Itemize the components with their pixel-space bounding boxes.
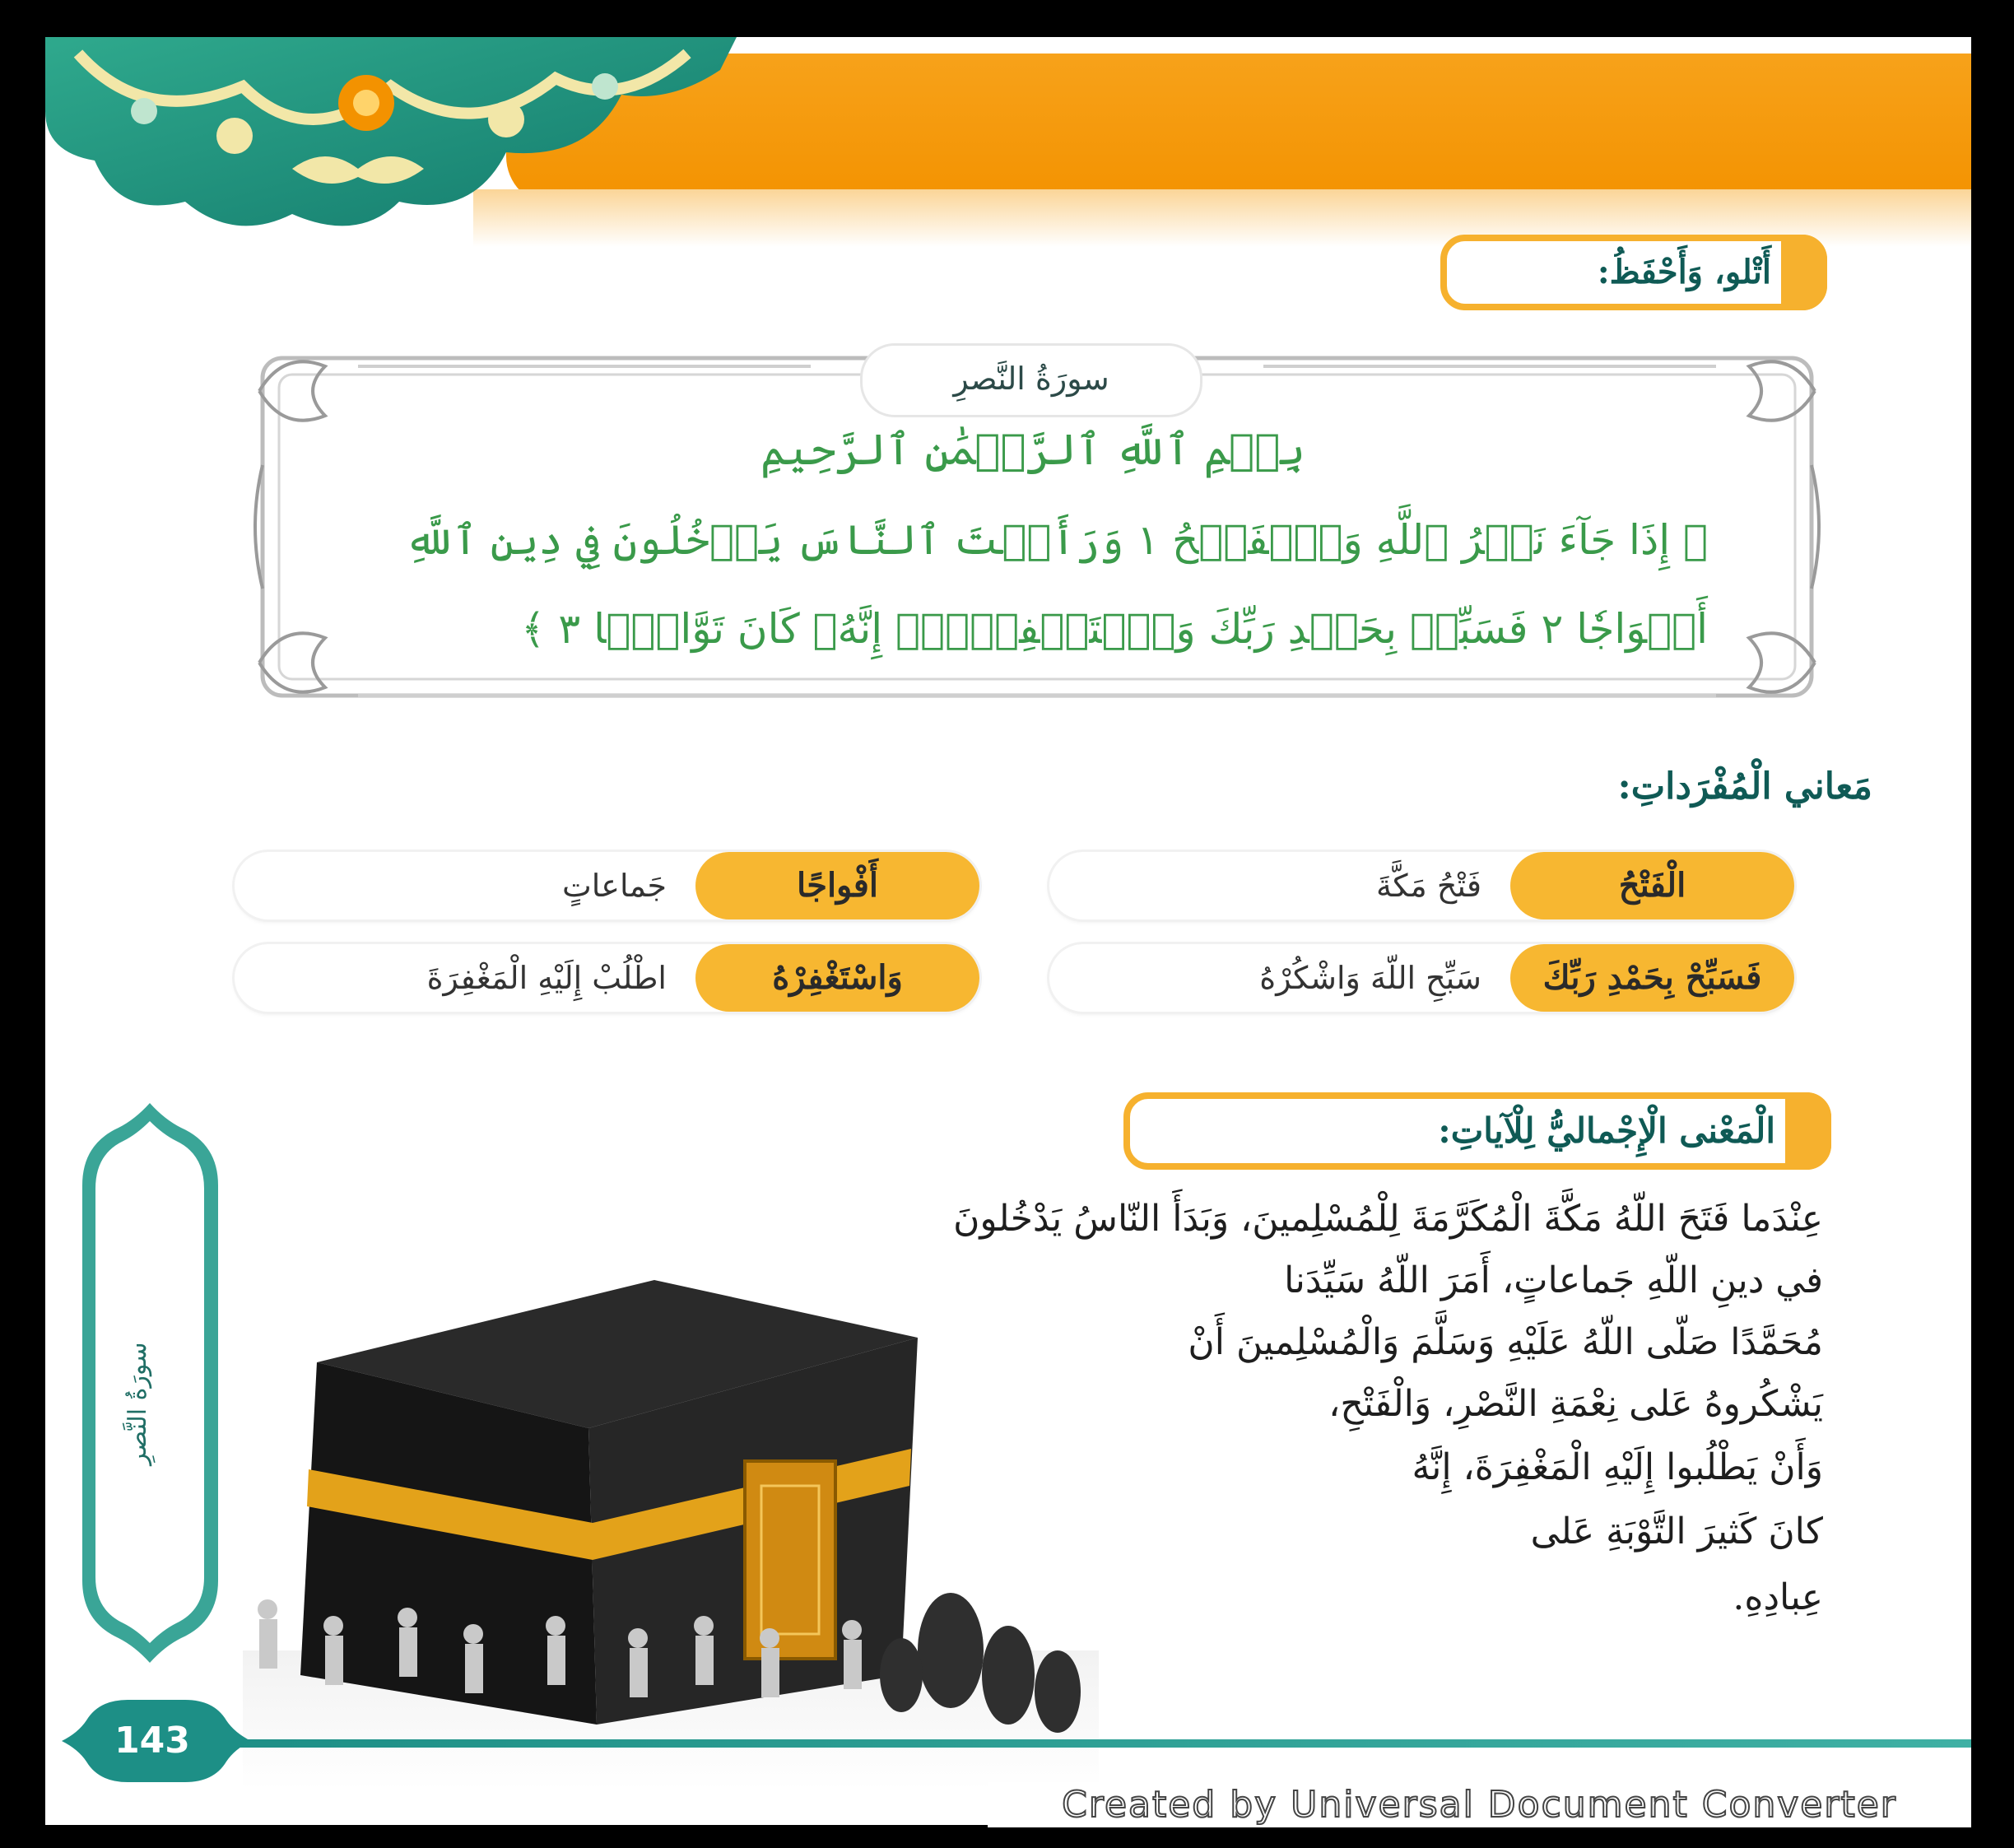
vocab-definition: سَبِّحِ اللّهَ وَاشْكُرْهُ bbox=[1259, 960, 1481, 996]
vocab-row bbox=[1049, 852, 1794, 919]
side-tab-label: سورَةُ النَّصرِ bbox=[123, 1342, 152, 1465]
vocab-term: أَفْواجًا bbox=[695, 852, 979, 919]
vocab-definition: اطْلُبْ إِلَيْهِ الْمَغْفِرَةَ bbox=[426, 960, 667, 996]
basmala: بِسۡمِ ٱللَّهِ ٱلرَّحۡمَٰنِ ٱلرَّحِيمِ bbox=[760, 426, 1305, 475]
meaning-line-7: عِبادِهِ. bbox=[1733, 1576, 1823, 1618]
islamic-ornament-icon bbox=[45, 37, 737, 243]
bottom-divider bbox=[210, 1739, 1971, 1748]
vocab-term: وَاسْتَغْفِرْهُ bbox=[695, 944, 979, 1012]
general-meaning-label: الْمَعْنى الْإِجْماليُّ لِلْآياتِ: bbox=[1438, 1110, 1775, 1151]
meaning-line-4: يَشْكُروهُ عَلى نِعْمَةِ النَّصْرِ، وَالْفَتْحِ، bbox=[1328, 1383, 1823, 1425]
ayah-line-2: أَفۡوَاجٗا ٢ فَسَبِّحۡ بِحَمۡدِ رَبِّكَ وَٱسۡتَغۡفِرۡهُۚ إِنَّهُۥ كَانَ تَوَّابَۢا ٣ ﴾ bbox=[521, 605, 1708, 653]
vocab-definition: جَماعاتٍ bbox=[561, 868, 667, 904]
vocab-term: فَسَبِّحْ بِحَمْدِ رَبِّكَ bbox=[1510, 944, 1794, 1012]
meaning-line-1: عِنْدَما فَتَحَ اللّهُ مَكَّةَ الْمُكَرَّمَةَ لِلْمُسْلِمينَ، وَبَدَأَ النّاسُ يَدْخُلونَ bbox=[953, 1198, 1823, 1240]
meaning-line-3: مُحَمَّدًا صَلّى اللّهُ عَلَيْهِ وَسَلَّمَ وَالْمُسْلِمينَ أَنْ bbox=[1188, 1321, 1823, 1363]
vocab-row bbox=[235, 944, 979, 1012]
ayah-line-1: ﴿ إِذَا جَآءَ نَصۡرُ ٱللَّهِ وَٱلۡفَتۡحُ ١ وَرَأَيۡتَ ٱلنَّاسَ يَدۡخُلُونَ فِي دِينِ ٱللَّهِ bbox=[405, 516, 1708, 564]
recite-memorize-title bbox=[1440, 235, 1827, 310]
surah-name: سورَةُ النَّصرِ bbox=[860, 343, 1202, 417]
vocab-row bbox=[1049, 944, 1794, 1012]
converter-watermark: Created by Universal Document Converter bbox=[988, 1782, 1971, 1827]
vocab-term: الْفَتْحُ bbox=[1510, 852, 1794, 919]
page bbox=[45, 37, 1971, 1825]
meaning-line-6: كانَ كَثيرَ التَّوْبَةِ عَلى bbox=[1530, 1511, 1823, 1552]
vocabulary-heading: مَعاني الْمُفْرَداتِ: bbox=[1617, 766, 1872, 808]
vocab-definition: فَتْحُ مَكَّةَ bbox=[1376, 868, 1481, 904]
meaning-line-2: في دينِ اللّهِ جَماعاتٍ، أَمَرَ اللّهُ سَيِّدَنا bbox=[1284, 1259, 1823, 1301]
vocab-row bbox=[235, 852, 979, 919]
general-meaning-title bbox=[1123, 1092, 1831, 1170]
meaning-line-5: وَأَنْ يَطْلُبوا إِلَيْهِ الْمَغْفِرَةَ، إِنَّهُ bbox=[1412, 1446, 1823, 1488]
recite-memorize-label: أَتْلو، وَأَحْفَظُ: bbox=[1597, 253, 1771, 291]
page-number: 143 bbox=[114, 1720, 190, 1762]
